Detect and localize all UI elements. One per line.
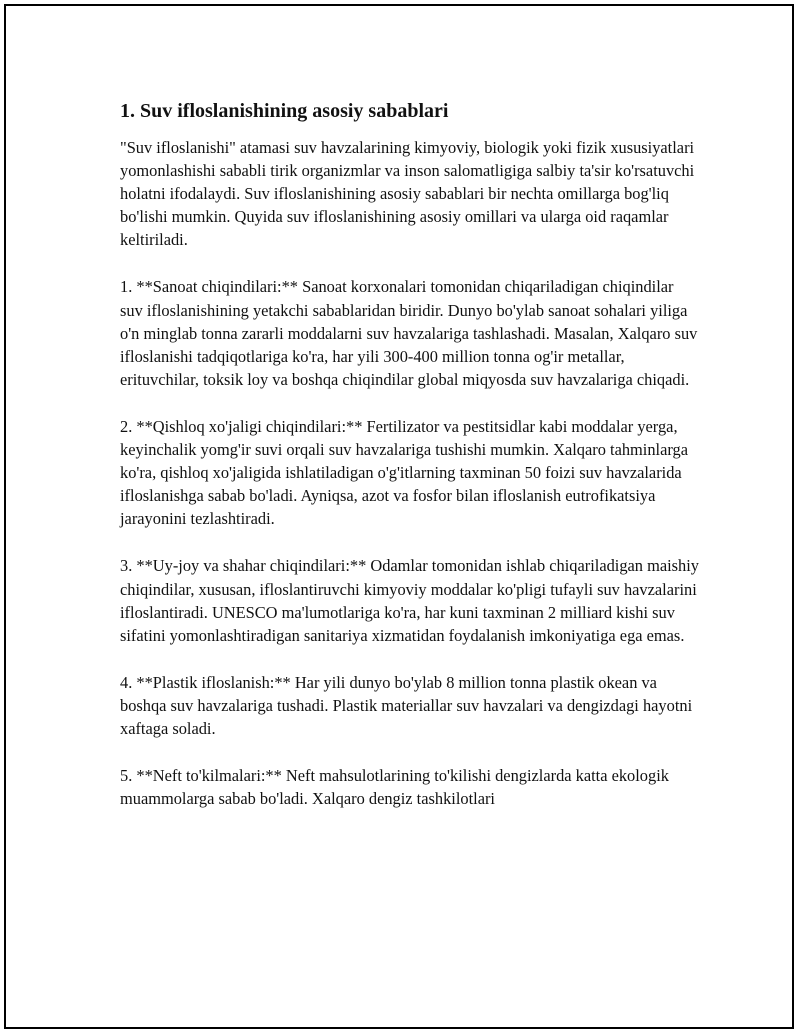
paragraph-urban-waste: 3. **Uy-joy va shahar chiqindilari:** Odamlar tomonidan ishlab chiqariladigan maishiy chiqindilar, xususan, ifloslantiruvchi kimyoviy moddalar ko'pligi tufayli suv havzalarini ifloslantiradi. UNESCO ma'lumotlariga ko'ra, har kuni taxminan 2 milliard kishi suv sifatini yomonlashtiradigan sanitariya xizmatidan foydalanish imkoniyatiga ega emas.: [120, 556, 700, 645]
paragraph-agricultural-waste: 2. **Qishloq xo'jaligi chiqindilari:** Fertilizator va pestitsidlar kabi moddalar yerga, keyinchalik yomg'ir suvi orqali suv havzalariga tushishi mumkin. Xalqaro tahminlarga ko'ra, qishloq xo'jaligida ishlatiladigan o'g'itlarning taxminan 50 foizi suv havzalarida ifloslanishga sabab bo'ladi. Ayniqsa, azot va fosfor bilan ifloslanish eutrofikatsiya jarayonini tezlashtiradi.: [120, 416, 689, 529]
document-page: [4, 4, 794, 1029]
paragraph-oil-spills: 5. **Neft to'kilmalari:** Neft mahsulotlarining to'kilishi dengizlarda katta ekologik muammolarga sabab bo'ladi. Xalqaro dengiz tashkilotlari: [120, 766, 669, 809]
intro-paragraph: "Suv ifloslanishi" atamasi suv havzalarining kimyoviy, biologik yoki fizik xususiyatlari yomonlashishi sababli tirik organizmlar va inson salomatligiga salbiy ta'sir ko'rsatuvchi holatni ifodalaydi. Suv ifloslanishining asosiy sabablari bir nechta omillarga bog'liq bo'lishi mumkin. Quyida suv ifloslanishining asosiy omillari va ularga oid raqamlar keltiriladi.: [120, 138, 695, 250]
document-title: 1. Suv ifloslanishining asosiy sabablari: [120, 100, 449, 122]
paragraph-plastic-pollution: 4. **Plastik ifloslanish:** Har yili dunyo bo'ylab 8 million tonna plastik okean va boshqa suv havzalariga tushadi. Plastik materiallar suv havzalari va dengizdagi hayotni xaftaga soladi.: [120, 672, 693, 738]
paragraph-industrial-waste: 1. **Sanoat chiqindilari:** Sanoat korxonalari tomonidan chiqariladigan chiqindilar suv ifloslanishining yetakchi sabablaridan biridir. Dunyo bo'ylab sanoat sohalari yiliga o'n minglab tonna zararli moddalarni suv havzalariga tashlashadi. Masalan, Xalqaro suv ifloslanishi tadqiqotlariga ko'ra, har yili 300-400 million tonna og'ir metallar, erituvchilar, toksik loy va boshqa chiqindilar global miqyosda suv havzalariga chiqadi.: [120, 277, 698, 389]
document-body: [120, 98, 700, 834]
